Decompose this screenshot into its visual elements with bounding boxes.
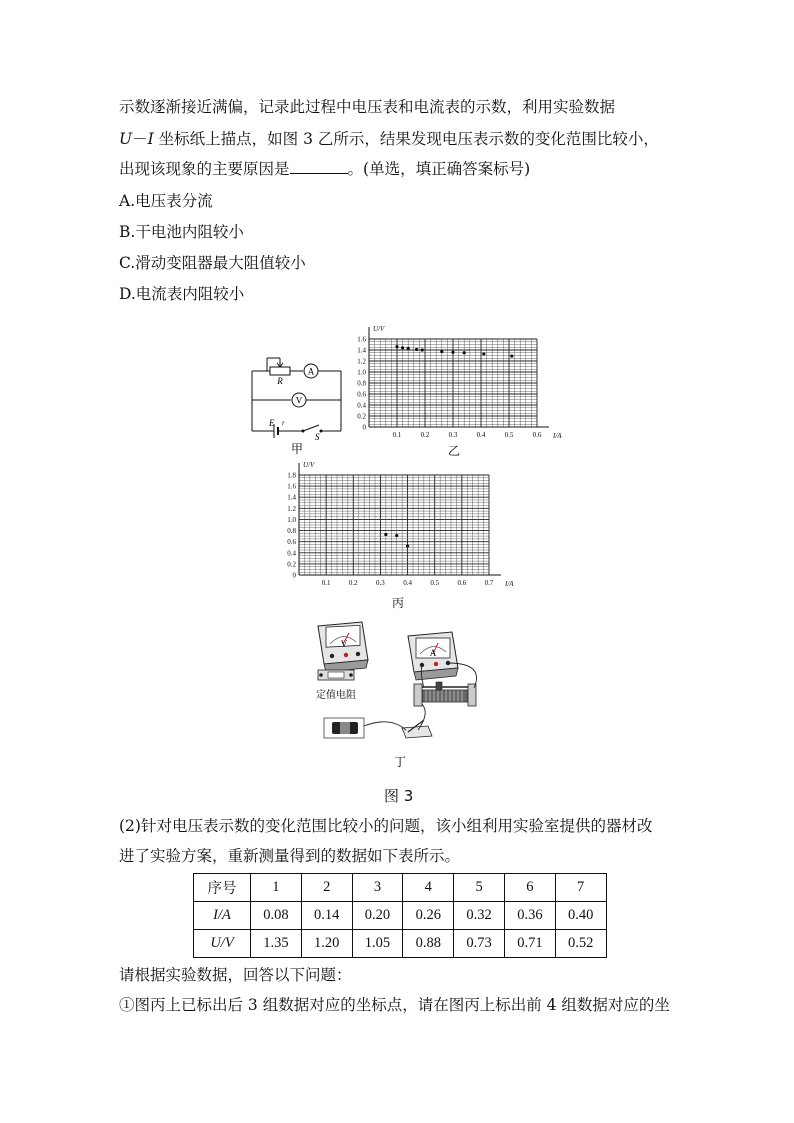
data-point [482,352,485,355]
rheostat-resistor [270,367,290,375]
text-line-3-a: 出现该现象的主要原因是 [119,160,290,178]
table-cell: 0.88 [403,930,454,958]
var-u: U [119,130,133,148]
table-cell: 0.71 [504,930,555,958]
table-cell: 0.08 [251,902,302,930]
table-cell: 0.20 [352,902,403,930]
data-point [421,348,424,351]
y-tick-label: 0.8 [287,527,296,536]
y-axis-label: U/V [373,325,385,333]
data-point [395,534,398,537]
y-tick-label: 1.4 [357,346,366,355]
graph-yi [350,315,562,460]
table-cell: 1.35 [251,930,302,958]
battery-device [324,718,364,738]
minus-sign: － [132,130,148,148]
y-tick-label: 1.6 [287,482,296,491]
option-a: A.电压表分流 [119,192,213,210]
x-tick-label: 0.4 [476,431,486,439]
x-tick-label: 0.5 [430,579,440,587]
table-cell: 0.36 [504,902,555,930]
x-axis-label: I/A [505,580,514,588]
table-row-header [194,874,607,902]
table-cell: 0.52 [555,930,606,958]
y-axis-label: U/V [303,461,315,469]
grid-lines [299,475,489,575]
y-tick-label: 0 [292,571,296,580]
y-tick-label: 0 [362,423,366,432]
para2-line-2: 进了实验方案，重新测量得到的数据如下表所示。 [119,847,461,865]
label-s: S [315,432,320,442]
table-cell: 2 [301,874,352,902]
y-tick-label: 0.6 [287,538,296,547]
text-line-1: 示数逐渐接近满偏，记录此过程中电压表和电流表的示数，利用实验数据 [119,98,616,116]
table-cell: 1 [251,874,302,902]
data-point [415,348,418,351]
resistor-label: 定值电阻 [316,690,356,701]
x-tick-label: 0.5 [504,431,514,439]
table-cell: 7 [555,874,606,902]
text-line-2 [119,128,659,150]
y-tick-label: 1.0 [287,515,296,524]
x-tick-label: 0.3 [376,579,385,587]
y-tick-label: 1.0 [357,368,366,377]
circuit-diagram [245,350,355,455]
y-tick-label: 1.2 [357,357,366,366]
switch-device [402,720,432,738]
text-line-3 [119,158,530,180]
option-d: D.电流表内阻较小 [119,285,245,303]
data-point [510,354,513,357]
table-cell: I/A [194,902,251,930]
table-cell: 0.26 [403,902,454,930]
x-tick-label: 0.6 [457,579,467,587]
data-point [384,533,387,536]
table-cell: 4 [403,874,454,902]
data-point [407,347,410,350]
table-cell: 0.14 [301,902,352,930]
fixed-resistor [318,670,354,680]
y-tick-label: 1.8 [287,471,296,480]
y-tick-label: 0.8 [357,379,366,388]
y-tick-label: 0.2 [357,412,366,421]
meter-v-label: V [340,639,348,649]
data-table [193,873,607,958]
x-tick-label: 0.1 [392,431,402,439]
var-i: I [147,130,154,148]
table-cell: 0.32 [454,902,505,930]
y-tick-label: 0.4 [357,401,366,410]
caption-ding: 丁 [393,755,407,769]
caption-jia: 甲 [290,442,304,456]
y-tick-label: 1.2 [287,504,296,513]
figure-caption: 图 3 [384,787,414,805]
data-point [406,545,409,548]
x-axis-label: I/A [553,432,562,440]
text-line-3-b: 。(单选，填正确答案标号) [347,160,531,178]
answer-blank[interactable] [290,158,348,174]
label-r-internal: r [282,419,285,427]
y-tick-label: 1.4 [287,493,296,502]
table-cell: 1.20 [301,930,352,958]
label-e: E [269,418,275,428]
table-cell: 1.05 [352,930,403,958]
table-cell: U/V [194,930,251,958]
table-cell: 序号 [194,874,251,902]
y-tick-label: 0.2 [287,560,296,569]
x-tick-label: 0.4 [403,579,412,587]
para2-line-1: (2)针对电压表示数的变化范围比较小的问题，该小组利用实验室提供的器材改 [119,817,653,835]
table-cell: 0.73 [454,930,505,958]
table-row-voltage [194,930,607,958]
text-line-2-rest: 坐标纸上描点，如图 3 乙所示，结果发现电压表示数的变化范围比较小， [153,130,659,148]
y-tick-label: 0.6 [357,390,366,399]
x-tick-label: 0.1 [321,579,331,587]
x-tick-label: 0.7 [484,579,494,587]
x-tick-label: 0.3 [448,431,458,439]
graph-caption: 丙 [391,596,405,610]
table-cell: 5 [454,874,505,902]
data-point [440,350,443,353]
data-point [451,351,454,354]
meter-a-label: A [429,648,437,658]
table-cell: 6 [504,874,555,902]
voltmeter-label: V [295,395,303,406]
data-point [395,345,398,348]
x-tick-label: 0.2 [420,431,430,439]
x-tick-label: 0.2 [348,579,358,587]
graph-bing [280,462,520,610]
after-table-text: 请根据实验数据，回答以下问题： [119,966,352,984]
apparatus-illustration [310,618,490,768]
option-b: B.干电池内阻较小 [119,223,244,241]
y-tick-label: 0.4 [287,549,296,558]
ammeter-label: A [307,366,315,377]
y-tick-label: 1.6 [357,335,366,344]
graph-caption: 乙 [447,444,461,458]
question-1: ①图丙上已标出后 3 组数据对应的坐标点，请在图丙上标出前 4 组数据对应的坐 [119,996,670,1014]
data-point [401,346,404,349]
data-point [463,351,466,354]
x-tick-label: 0.6 [532,431,542,439]
table-cell: 0.40 [555,902,606,930]
table-row-current [194,902,607,930]
option-c: C.滑动变阻器最大阻值较小 [119,254,306,272]
label-r-rheostat: R [277,376,283,386]
table-cell: 3 [352,874,403,902]
